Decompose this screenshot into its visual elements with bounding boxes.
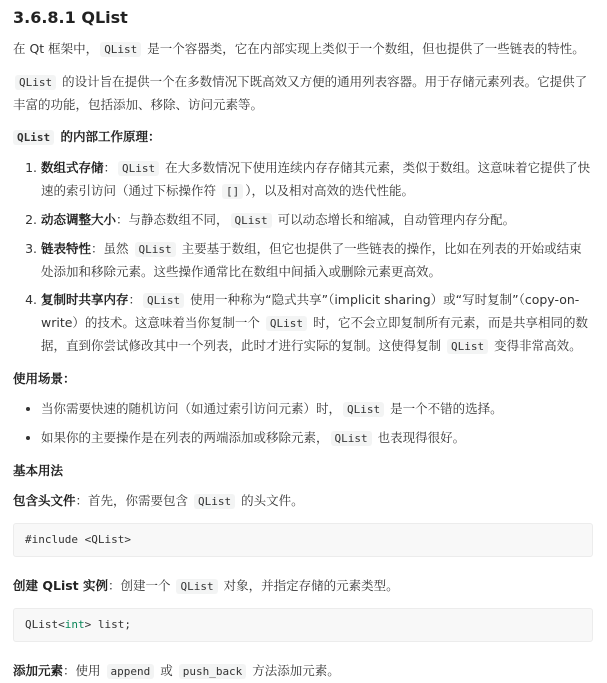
inline-code: QList (176, 579, 217, 594)
item-title: 数组式存储 (41, 160, 104, 175)
code-text: > list; (84, 618, 131, 631)
inline-code: QList (100, 42, 141, 57)
heading-text: 的内部工作原理： (56, 129, 161, 144)
inline-code: QList (135, 242, 176, 257)
text: 当你需要快速的随机访问（如通过索引访问元素）时， (41, 401, 342, 416)
inline-code: QList (13, 130, 54, 145)
code-block-create[interactable] (13, 608, 593, 642)
create-paragraph (13, 575, 593, 598)
inline-code: QList (266, 316, 307, 331)
step-label: 添加元素 (13, 663, 64, 678)
inline-code: QList (15, 75, 56, 90)
text: 也表现得很好。 (373, 430, 466, 445)
text: 在大多数情况下使用连续内存存储其元素，类似于数组。这意味着它提供了快速的索引访问（通过下标操作符 (41, 160, 591, 198)
item-title: 复制时共享内存 (41, 292, 129, 307)
text: ），以及相对高效的迭代性能。 (245, 183, 414, 198)
text: 变得非常高效。 (490, 338, 582, 353)
text: 可以动态增长和缩减，自动管理内存分配。 (273, 212, 516, 227)
include-paragraph (13, 490, 593, 513)
text: 是一个不错的选择。 (386, 401, 503, 416)
text: 的设计旨在提供一个在多数情况下既高效又方便的通用列表容器。用于存储元素列表。它提供了丰富的功能，包括添加、移除、访问元素等。 (13, 74, 588, 112)
add-paragraph (13, 660, 593, 683)
inline-code: QList (118, 161, 159, 176)
intro-paragraph-2 (13, 71, 593, 116)
text: 在 Qt 框架中， (13, 41, 99, 56)
item-title: 动态调整大小 (41, 212, 117, 227)
inline-code: QList (231, 213, 272, 228)
text: ： (128, 292, 142, 307)
text: 对象，并指定存储的元素类型。 (219, 578, 399, 593)
intro-paragraph-1 (13, 38, 593, 61)
list-item (41, 427, 593, 450)
list-item (41, 157, 593, 203)
text: 使用一种称为“隐式共享”（implicit sharing）或“写时复制”（copy-on-write）的技术。这意味着当你复制一个 (41, 292, 580, 330)
text: ：创建一个 (108, 578, 175, 593)
text: ：首先，你需要包含 (75, 493, 192, 508)
internals-heading (13, 126, 593, 149)
inline-code: QList (447, 339, 488, 354)
step-label: 创建 QList 实例 (13, 578, 108, 593)
inline-code: QList (143, 293, 184, 308)
step-label: 包含头文件 (13, 493, 76, 508)
list-item (41, 209, 593, 232)
code-keyword: int (64, 618, 85, 631)
text: 或 (156, 663, 177, 678)
list-item (41, 238, 593, 283)
inline-code: QList (194, 494, 235, 509)
inline-code: [] (222, 184, 243, 199)
text: 的头文件。 (237, 493, 304, 508)
code-block-include[interactable]: #include <QList> (13, 523, 593, 557)
usage-list (13, 398, 593, 450)
text: ：与静态数组不同， (116, 212, 229, 227)
text: 方法添加元素。 (248, 663, 340, 678)
usage-heading: 使用场景： (13, 371, 76, 386)
text: ： (103, 160, 117, 175)
list-item (41, 398, 593, 421)
text: 主要基于数组，但它也提供了一些链表的操作，比如在列表的开始或结束处添加和移除元素。这些操作通常比在数组中间插入或删除元素更高效。 (41, 241, 582, 279)
text: ：使用 (63, 663, 105, 678)
internals-list (13, 157, 593, 358)
text: 是一个容器类，它在内部实现上类似于一个数组，但也提供了一些链表的特性。 (143, 41, 585, 56)
item-title: 链表特性 (41, 241, 92, 256)
inline-code: QList (331, 431, 372, 446)
inline-code: append (107, 664, 155, 679)
list-item (41, 289, 593, 358)
text: 如果你的主要操作是在列表的两端添加或移除元素， (41, 430, 329, 445)
inline-code: QList (343, 402, 384, 417)
text: 时，它不会立即复制所有元素，而是共享相同的数据，直到你尝试修改其中一个列表，此时才进行实际的复制。这使得复制 (41, 315, 589, 353)
section-title: 3.6.8.1 QList (13, 8, 128, 27)
basic-usage-heading: 基本用法 (13, 463, 64, 478)
code-text: QList< (25, 618, 65, 631)
text: ：虽然 (91, 241, 133, 256)
inline-code: push_back (179, 664, 247, 679)
